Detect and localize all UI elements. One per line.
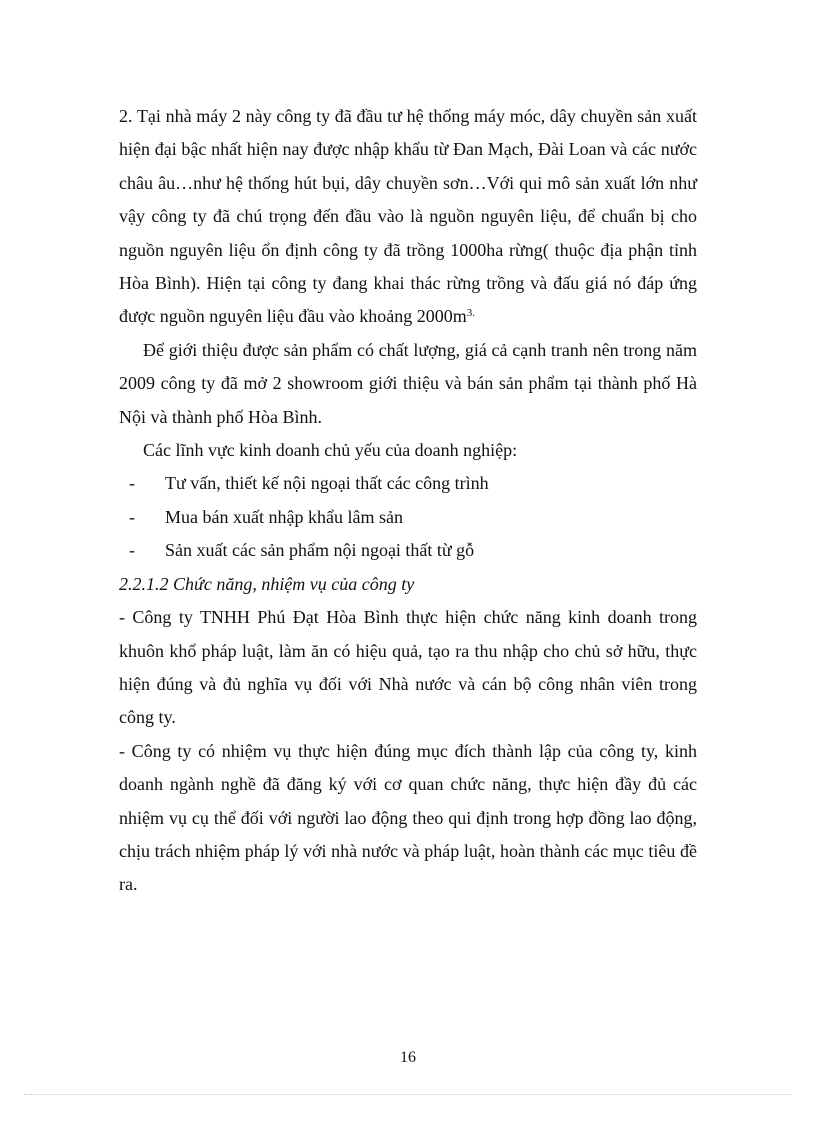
cubic-meter-superscript: 3. <box>466 307 475 320</box>
paragraph-company-duties: - Công ty có nhiệm vụ thực hiện đúng mục đích thành lập của công ty, kinh doanh ngành nghề đã đăng ký với cơ quan chức năng, thực hiện đầy đủ các nhiệm vụ cụ thể đối với người lao động theo qui định trong hợp đồng lao động, chịu trách nhiệm pháp lý với nhà nước và pháp luật, hoàn thành các mục tiêu đề ra. <box>119 740 697 895</box>
list-item <box>119 467 697 500</box>
list-item-text: Mua bán xuất nhập khẩu lâm sản <box>165 506 403 527</box>
paragraph-factory-investment <box>119 100 697 334</box>
page-body <box>119 100 697 902</box>
paragraph-business-fields-intro: Các lĩnh vực kinh doanh chủ yếu của doanh nghiệp: <box>143 440 518 461</box>
list-item <box>119 534 697 567</box>
dash-bullet: - <box>129 540 135 561</box>
paragraph-company-function: - Công ty TNHH Phú Đạt Hòa Bình thực hiện chức năng kinh doanh trong khuôn khổ pháp luật, làm ăn có hiệu quả, tạo ra thu nhập cho chủ sở hữu, thực hiện đúng và đủ nghĩa vụ đối với Nhà nước và cán bộ công nhân viên trong công ty. <box>119 607 697 728</box>
page-number: 16 <box>400 1049 416 1066</box>
page-bottom-divider <box>24 1094 792 1095</box>
list-item-text: Sản xuất các sản phẩm nội ngoại thất từ gỗ <box>165 540 475 561</box>
dash-bullet: - <box>129 506 135 527</box>
paragraph-showroom: Để giới thiệu được sản phẩm có chất lượng, giá cả cạnh tranh nên trong năm 2009 công ty đã mở 2 showroom giới thiệu và bán sản phẩm tại thành phố Hà Nội và thành phố Hòa Bình. <box>119 339 697 427</box>
list-item <box>119 501 697 534</box>
dash-bullet: - <box>129 473 135 494</box>
business-fields-list <box>119 467 697 567</box>
list-item-text: Tư vấn, thiết kế nội ngoại thất các công trình <box>165 473 489 494</box>
paragraph-factory-investment-text: 2. Tại nhà máy 2 này công ty đã đầu tư hệ thống máy móc, dây chuyền sản xuất hiện đại bậc nhất hiện nay được nhập khẩu từ Đan Mạch, Đài Loan và các nước châu âu…như hệ thống hút bụi, dây chuyền sơn…Với qui mô sản xuất lớn như vậy công ty đã chú trọng đến đầu vào là nguồn nguyên liệu, để chuẩn bị cho nguồn nguyên liệu ổn định công ty đã trồng 1000ha rừng( thuộc địa phận tỉnh Hòa Bình). Hiện tại công ty đang khai thác rừng trồng và đấu giá nó đáp ứng được nguồn nguyên liệu đầu vào khoảng 2000m <box>119 106 697 327</box>
section-heading: 2.2.1.2 Chức năng, nhiệm vụ của công ty <box>119 573 415 594</box>
